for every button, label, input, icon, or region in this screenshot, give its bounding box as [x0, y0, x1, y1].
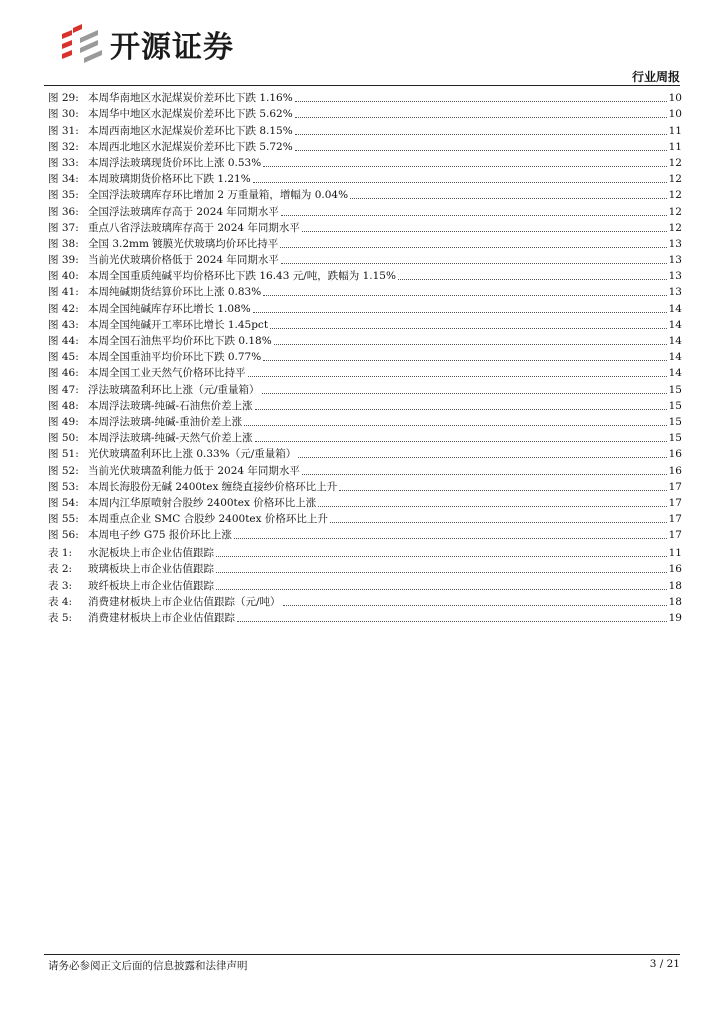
footer-divider	[44, 954, 680, 955]
entry-number: 图 32:	[48, 140, 79, 153]
entry-number: 图 34:	[48, 173, 79, 186]
dot-leader	[295, 150, 667, 151]
entry-page: 11	[668, 547, 682, 560]
figure-index-row[interactable]	[48, 268, 682, 284]
entry-number: 图 51:	[48, 448, 79, 461]
entry-page: 17	[668, 529, 682, 542]
entry-page: 18	[668, 595, 682, 608]
entry-page: 16	[668, 563, 682, 576]
entry-title: 本周西南地区水泥煤炭价差环比下跌 8.15%	[88, 124, 293, 137]
figure-index-row[interactable]	[48, 90, 682, 106]
entry-title: 本周纯碱期货结算价环比上涨 0.83%	[88, 286, 262, 299]
entry-page: 17	[668, 496, 682, 509]
entry-page: 13	[668, 286, 682, 299]
entry-title: 本周重点企业 SMC 合股纱 2400tex 价格环比上升	[88, 513, 328, 526]
entry-page: 19	[668, 611, 682, 624]
figure-index-row[interactable]	[48, 333, 682, 349]
dot-leader	[339, 490, 666, 491]
entry-title: 本周浮法玻璃-纯碱-石油焦价差上涨	[88, 399, 253, 412]
entry-number: 图 54:	[48, 496, 79, 509]
entry-title: 本周全国纯碱开工率环比增长 1.45pct	[88, 318, 269, 331]
entry-number: 图 48:	[48, 399, 79, 412]
entry-title: 本周长海股份无碱 2400tex 缠绕直接纱价格环比上升	[88, 480, 338, 493]
entry-page: 12	[668, 205, 682, 218]
figure-index-row[interactable]	[48, 365, 682, 381]
entry-number: 图 53:	[48, 480, 79, 493]
figure-index-row[interactable]	[48, 381, 682, 397]
entry-page: 12	[668, 156, 682, 169]
company-logo	[58, 22, 234, 66]
entry-page: 12	[668, 173, 682, 186]
table-index-row[interactable]	[48, 610, 682, 626]
entry-title: 本周华南地区水泥煤炭价差环比下跌 1.16%	[88, 92, 293, 105]
entry-number: 图 40:	[48, 270, 79, 283]
entry-title: 本周浮法玻璃-纯碱-重油价差上涨	[88, 415, 243, 428]
document-type-label: 行业周报	[631, 70, 680, 84]
entry-page: 12	[668, 189, 682, 202]
entry-number: 图 42:	[48, 302, 79, 315]
entry-page: 14	[668, 351, 682, 364]
entry-number: 图 38:	[48, 237, 79, 250]
figure-index-row[interactable]	[48, 479, 682, 495]
figure-index-row[interactable]	[48, 414, 682, 430]
entry-number: 图 30:	[48, 108, 79, 121]
figure-index-row[interactable]	[48, 511, 682, 527]
entry-title: 光伏玻璃盈利环比上涨 0.33%（元/重量箱）	[88, 448, 297, 461]
dot-leader	[263, 166, 666, 167]
entry-title: 当前光伏玻璃盈利能力低于 2024 年同期水平	[88, 464, 300, 477]
entry-page: 14	[668, 367, 682, 380]
entry-number: 表 1:	[48, 547, 73, 560]
entry-number: 图 37:	[48, 221, 79, 234]
entry-page: 14	[668, 318, 682, 331]
dot-leader	[298, 457, 666, 458]
figure-index-row[interactable]	[48, 139, 682, 155]
figure-index-row[interactable]	[48, 446, 682, 462]
dot-leader	[253, 182, 667, 183]
entry-page: 10	[668, 92, 682, 105]
entry-number: 图 55:	[48, 513, 79, 526]
entry-title: 本周玻璃期货价格环比下跌 1.21%	[88, 173, 251, 186]
dot-leader	[255, 409, 667, 410]
figure-index-row[interactable]	[48, 300, 682, 316]
entry-number: 图 35:	[48, 189, 79, 202]
entry-number: 表 4:	[48, 595, 73, 608]
entry-number: 图 47:	[48, 383, 79, 396]
dot-leader	[255, 441, 667, 442]
entry-title: 消费建材板块上市企业估值跟踪	[88, 611, 235, 624]
entry-number: 图 50:	[48, 432, 79, 445]
entry-page: 15	[668, 399, 682, 412]
dot-leader	[237, 621, 667, 622]
entry-page: 14	[668, 335, 682, 347]
figure-index-row[interactable]	[48, 203, 682, 219]
entry-page: 15	[668, 383, 682, 396]
entry-page: 10	[668, 108, 682, 121]
page-header	[0, 0, 724, 90]
dot-leader	[318, 506, 666, 507]
company-name: 开源证券	[110, 30, 234, 65]
entry-number: 图 56:	[48, 529, 79, 542]
figure-index-row[interactable]	[48, 527, 682, 543]
dot-leader	[248, 376, 667, 377]
entry-number: 图 41:	[48, 286, 79, 299]
logo-mark-icon	[58, 24, 106, 64]
dot-leader	[280, 247, 666, 248]
figure-index-row[interactable]	[48, 430, 682, 446]
entry-number: 图 43:	[48, 318, 79, 331]
entry-page: 17	[668, 480, 682, 493]
dot-leader	[253, 312, 667, 313]
header-divider	[44, 85, 680, 86]
entry-page: 18	[668, 579, 682, 592]
dot-leader	[216, 556, 667, 557]
entry-number: 图 44:	[48, 335, 79, 347]
table-index-row[interactable]	[48, 561, 682, 577]
entry-number: 图 46:	[48, 367, 79, 380]
dot-leader	[281, 263, 667, 264]
figure-index-row[interactable]	[48, 252, 682, 268]
entry-number: 图 45:	[48, 351, 79, 364]
figures-index	[48, 90, 682, 543]
entry-title: 当前光伏玻璃价格低于 2024 年同期水平	[88, 254, 279, 267]
entry-title: 玻璃板块上市企业估值跟踪	[88, 563, 214, 576]
dot-leader	[216, 572, 667, 573]
entry-number: 图 29:	[48, 92, 79, 105]
dot-leader	[330, 522, 667, 523]
figure-index-row[interactable]	[48, 236, 682, 252]
figure-index-row[interactable]	[48, 220, 682, 236]
entry-number: 表 3:	[48, 579, 73, 592]
entry-page: 17	[668, 513, 682, 526]
entry-page: 16	[668, 448, 682, 461]
entry-title: 全国浮法玻璃库存高于 2024 年同期水平	[88, 205, 279, 218]
figure-index-row[interactable]	[48, 187, 682, 203]
page-number: 3 / 21	[649, 958, 680, 970]
entry-title: 全国浮法玻璃库存环比增加 2 万重量箱，增幅为 0.04%	[88, 189, 349, 202]
entry-page: 11	[668, 124, 682, 137]
dot-leader	[274, 344, 667, 345]
figure-index-row[interactable]	[48, 398, 682, 414]
dot-leader	[295, 101, 667, 102]
dot-leader	[302, 474, 667, 475]
entry-title: 本周西北地区水泥煤炭价差环比下跌 5.72%	[88, 140, 293, 153]
dot-leader	[262, 393, 667, 394]
figure-index-row[interactable]	[48, 349, 682, 365]
entry-title: 浮法玻璃盈利环比上涨（元/重量箱）	[88, 383, 260, 396]
entry-title: 本周华中地区水泥煤炭价差环比下跌 5.62%	[88, 108, 293, 121]
entry-number: 表 2:	[48, 563, 73, 576]
entry-number: 图 52:	[48, 464, 79, 477]
entry-number: 图 33:	[48, 156, 79, 169]
entry-number: 图 36:	[48, 205, 79, 218]
tables-index	[48, 545, 682, 626]
entry-page: 12	[668, 221, 682, 234]
figure-index-row[interactable]	[48, 122, 682, 138]
entry-title: 消费建材板块上市企业估值跟踪（元/吨）	[88, 595, 281, 608]
entry-page: 16	[668, 464, 682, 477]
entry-page: 15	[668, 415, 682, 428]
table-index-row[interactable]	[48, 577, 682, 593]
dot-leader	[263, 295, 666, 296]
entry-title: 本周浮法玻璃现货价环比上涨 0.53%	[88, 156, 262, 169]
entry-title: 本周全国重油平均价环比下跌 0.77%	[88, 351, 262, 364]
dot-leader	[234, 538, 667, 539]
entry-page: 14	[668, 302, 682, 315]
entry-page: 13	[668, 254, 682, 267]
footer-disclaimer: 请务必参阅正文后面的信息披露和法律声明	[48, 960, 248, 972]
dot-leader	[302, 231, 667, 232]
entry-title: 全国 3.2mm 镀膜光伏玻璃均价环比持平	[88, 237, 279, 250]
dot-leader	[350, 198, 667, 199]
dot-leader	[244, 425, 667, 426]
dot-leader	[281, 215, 667, 216]
entry-title: 本周全国工业天然气价格环比持平	[88, 367, 246, 380]
dot-leader	[263, 360, 666, 361]
entry-page: 11	[668, 140, 682, 153]
dot-leader	[283, 605, 667, 606]
entry-title: 本周全国纯碱库存环比增长 1.08%	[88, 302, 251, 315]
figure-index-row[interactable]	[48, 106, 682, 122]
entry-title: 本周全国重质纯碱平均价格环比下跌 16.43 元/吨，跌幅为 1.15%	[88, 270, 396, 283]
entry-title: 玻纤板块上市企业估值跟踪	[88, 579, 214, 592]
entry-title: 水泥板块上市企业估值跟踪	[88, 547, 214, 560]
entry-title: 本周全国石油焦平均价环比下跌 0.18%	[88, 335, 272, 347]
table-index-row[interactable]	[48, 545, 682, 561]
figure-index-row[interactable]	[48, 284, 682, 300]
entry-page: 15	[668, 432, 682, 445]
entry-title: 本周内江华原喷射合股纱 2400tex 价格环比上涨	[88, 496, 317, 509]
dot-leader	[216, 589, 667, 590]
figure-index-row[interactable]	[48, 317, 682, 333]
entry-page: 13	[668, 270, 682, 283]
dot-leader	[270, 328, 667, 329]
dot-leader	[295, 134, 667, 135]
table-index-row[interactable]	[48, 594, 682, 610]
entry-title: 本周浮法玻璃-纯碱-天然气价差上涨	[88, 432, 253, 445]
figure-index-row[interactable]	[48, 171, 682, 187]
entry-title: 本周电子纱 G75 报价环比上涨	[88, 529, 232, 542]
figure-index-row[interactable]	[48, 462, 682, 478]
entry-page: 13	[668, 237, 682, 250]
entry-number: 图 49:	[48, 415, 79, 428]
dot-leader	[295, 117, 667, 118]
figure-index-row[interactable]	[48, 155, 682, 171]
entry-number: 图 39:	[48, 254, 79, 267]
figure-index-row[interactable]	[48, 495, 682, 511]
dot-leader	[398, 279, 667, 280]
entry-number: 图 31:	[48, 124, 79, 137]
entry-title: 重点八省浮法玻璃库存高于 2024 年同期水平	[88, 221, 300, 234]
entry-number: 表 5:	[48, 611, 73, 624]
